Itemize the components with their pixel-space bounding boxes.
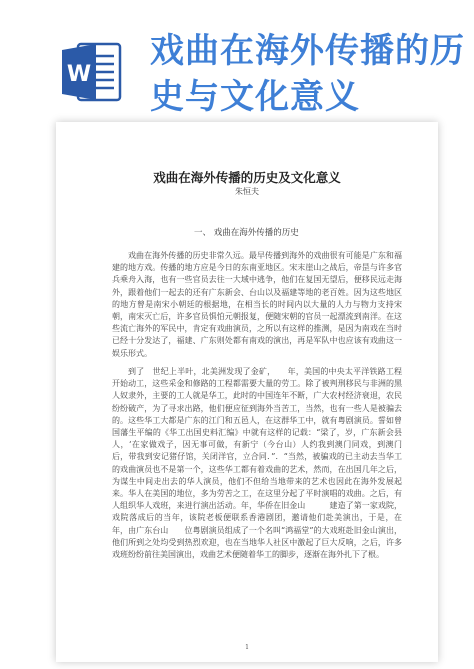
header-banner [0,0,474,135]
paragraph: 到了 世纪上半叶，北美洲发现了金矿， 年，美国的中央太平洋铁路工程开始动工，这些采金和修路的工程都需要大量的劳工。除了被判刑移民与非洲的黑人奴隶外，主要的工人就是华工，此时的中国连年不断，广大农村经济衰退，农民纷纷破产，为了寻求出路，他们便应征到海外当苦工，当然，也有一些人是被骗去的。这些华工大都是广东的江门和五邑人，在这群华工中，就有粤剧演员。誓如曾国藩生平编的《华工出国史料汇编》中就有这样的记载：“梁了，岁，广东新会县人，‘在家做戏子，因无事可做，有新宁（今台山）人约我到澳门同戏，到澳门后，带我到安记猪仔馆，关闭洋官，立合同．”．“当然，被骗戏的已主动去当华工的戏曲演员也不是第一个，这些华工都有着戏曲的艺术，然而，在出国几年之后，为谋生中间走出去的华人演员，他们不但给当地带来的艺术也因此在海外发展起来。华人在美国的地位，多为劳苦之工，在这里分起了平时演唱的戏曲。之后，有人组织华人戏班，来进行演出活动。年，华侨在旧金山 建造了第一家戏院，戏院落成后的当年，该院老板便联系香港剧团，邀请他们赴美演出，于是，在 年，由广东台山 位粤剧演员组成了一个名叫“鸿福堂”的大戏班赴旧金山演出，他们所到之处均受到热烈欢迎，也在当地华人社区中激起了巨大反响，之后，许多戏班纷纷前往美国演出，戏曲艺术便随着华工的脚步，逐渐在海外扎下了根。 [112,367,434,560]
watermark [73,270,92,290]
document-page [56,122,438,662]
document-author: 朱恒夫 [235,187,259,196]
header-title: 戏曲在海外传播的历史与文化意义 [150,31,465,117]
word-icon [60,40,124,104]
paragraph: 戏曲在海外传播的历史非常久远。最早传播到海外的戏曲很有可能是广东和福建的地方戏。传播的地方应是今日的东南亚地区。宋末崖山之战后，帝昰与许多官兵乘舟入海，也有一些官员去往一大域中逃争，他们在复国无望后，便移民远走海外，跟着他们一起去的还有广东新会、台山以及福建等地的老百姓。因为这些地区的地方曾是南宋小朝廷的根据地，在相当长的时间内以大量的人力与物力支持宋朝，南宋灭亡后，许多官员惧怕元朝报复，便随宋朝的官员一起漂流到南洋。在这些流亡海外的军民中，肯定有戏曲演员，之所以有这样的推测，是因为南戏在当时已经十分发达了，福建、广东则处都有南戏的演出，再是军队中也应该有戏曲这一娱乐形式。 [112,251,402,358]
section-heading: 一、 戏曲在海外传播的历史 [194,228,299,238]
svg-text:W: W [66,62,92,87]
page-number: 1 [245,644,249,651]
document-title: 戏曲在海外传播的历史及文化意义 [153,170,341,185]
